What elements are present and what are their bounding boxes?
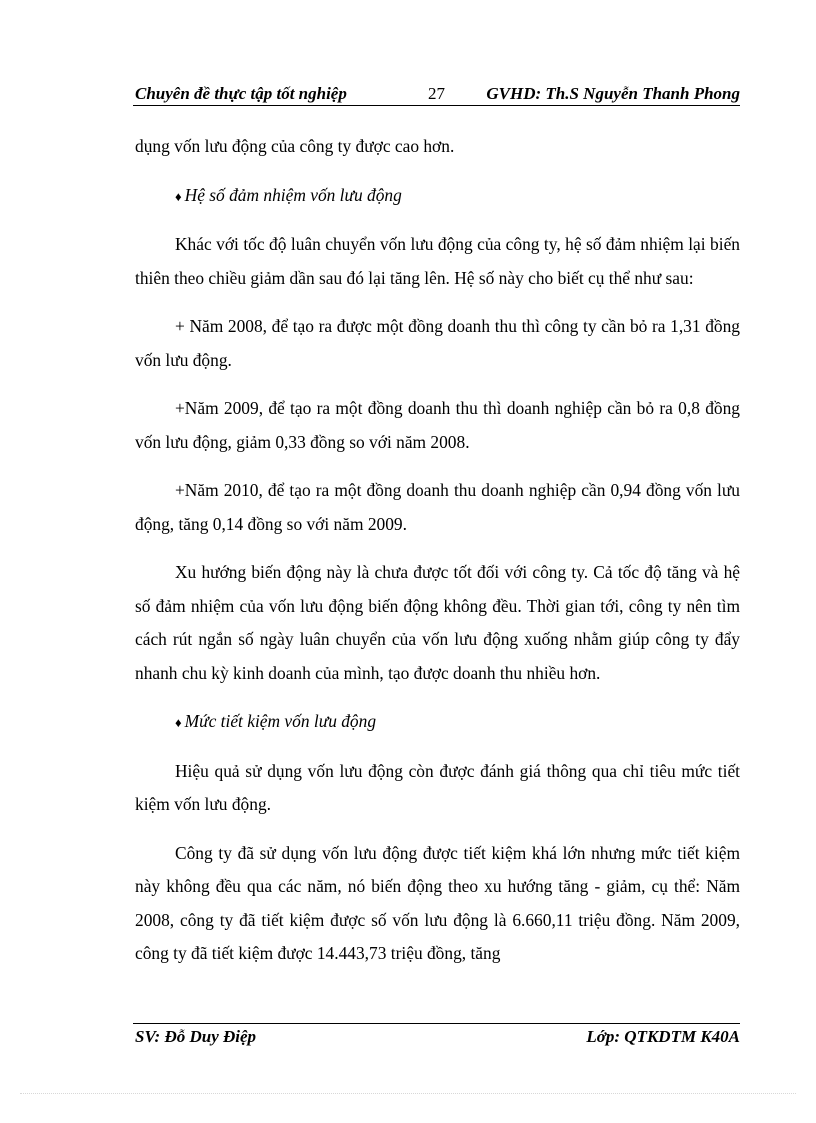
document-body bbox=[135, 130, 740, 971]
paragraph-continuation: dụng vốn lưu động của công ty được cao hơn. bbox=[135, 136, 455, 156]
paragraph: +Năm 2009, để tạo ra một đồng doanh thu thì doanh nghiệp cần bỏ ra 0,8 đồng vốn lưu động, giảm 0,33 đồng so với năm 2008. bbox=[135, 398, 740, 452]
paragraph: Công ty đã sử dụng vốn lưu động được tiết kiệm khá lớn nhưng mức tiết kiệm này không đều qua các năm, nó biến động theo xu hướng tăng - giảm, cụ thể: Năm 2008, công ty đã tiết kiệm được số vốn lưu động là 6.660,11 triệu đồng. Năm 2009, công ty đã tiết kiệm được 14.443,73 triệu đồng, tăng bbox=[135, 842, 740, 963]
header-advisor: GVHD: Th.S Nguyễn Thanh Phong bbox=[486, 84, 740, 103]
page-header bbox=[135, 82, 740, 106]
header-thesis-title: Chuyên đề thực tập tốt nghiệp bbox=[135, 84, 347, 103]
diamond-bullet-icon: ♦ bbox=[175, 715, 182, 730]
diamond-bullet-icon: ♦ bbox=[175, 188, 182, 204]
page-number: 27 bbox=[428, 84, 445, 103]
footer-rule bbox=[133, 1023, 740, 1024]
footer-class: Lớp: QTKDTM K40A bbox=[586, 1027, 740, 1046]
subheading: ♦ Mức tiết kiệm vốn lưu động bbox=[175, 711, 377, 731]
paragraph: Hiệu quả sử dụng vốn lưu động còn được đánh giá thông qua chỉ tiêu mức tiết kiệm vốn lưu động. bbox=[135, 760, 740, 814]
paragraph: +Năm 2010, để tạo ra một đồng doanh thu doanh nghiệp cần 0,94 đồng vốn lưu động, tăng 0,14 đồng so với năm 2009. bbox=[135, 480, 740, 534]
page-edge-divider bbox=[20, 1093, 796, 1094]
paragraph: + Năm 2008, để tạo ra được một đồng doanh thu thì công ty cần bỏ ra 1,31 đồng vốn lưu động. bbox=[135, 316, 740, 370]
page-footer bbox=[135, 1027, 740, 1051]
paragraph: Khác với tốc độ luân chuyển vốn lưu động của công ty, hệ số đảm nhiệm lại biến thiên theo chiều giảm dần sau đó lại tăng lên. Hệ số này cho biết cụ thể như sau: bbox=[135, 234, 740, 288]
header-rule bbox=[133, 105, 740, 106]
footer-student: SV: Đỗ Duy Điệp bbox=[135, 1027, 257, 1046]
subheading: ♦ Hệ số đảm nhiệm vốn lưu động bbox=[175, 184, 402, 205]
paragraph: Xu hướng biến động này là chưa được tốt đối với công ty. Cả tốc độ tăng và hệ số đảm nhiệm của vốn lưu động biến động không đều. Thời gian tới, công ty nên tìm cách rút ngắn số ngày luân chuyển của vốn lưu động xuống nhằm giúp công ty đẩy nhanh chu kỳ kinh doanh của mình, tạo được doanh thu nhiều hơn. bbox=[135, 562, 740, 683]
